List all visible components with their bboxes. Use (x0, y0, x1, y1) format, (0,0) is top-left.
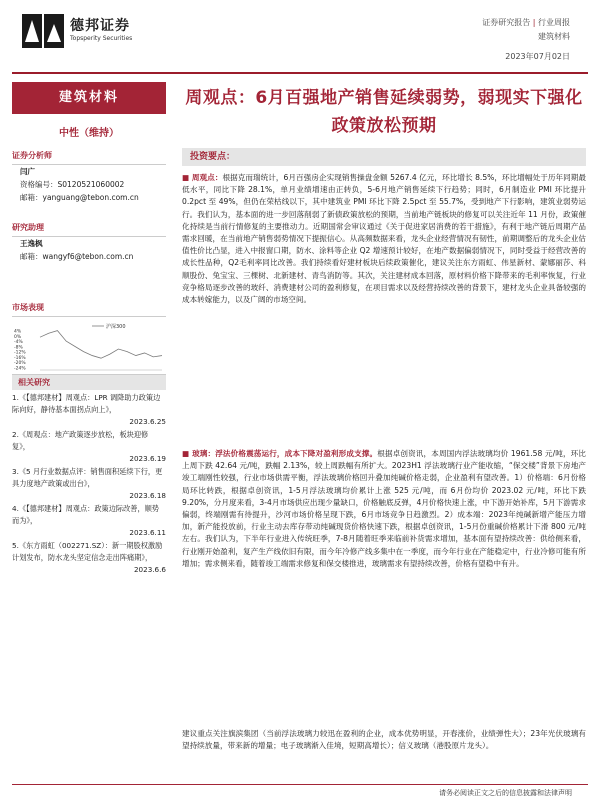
p2-tail: 建议重点关注旗滨集团（当前浮法玻璃力较迅在盈利的企业，成本优势明显，开春涨价，业绩弹性大）；23年光伏玻璃有望持续放量，带来新的增量；电子玻璃渐入佳境，短期高增长）；信义玻璃（港股原片龙头）。 (182, 729, 586, 751)
y-tick-label: -4% (14, 340, 23, 346)
related-item[interactable] (12, 466, 166, 502)
legend-label: 沪深300 (106, 324, 126, 330)
related-item-date: 2023.6.6 (133, 565, 166, 574)
footer-rule (12, 784, 588, 785)
paragraph-weekly-view (182, 172, 586, 306)
related-label: 相关研究 (12, 374, 166, 390)
series-line (40, 331, 162, 359)
page-title: 周观点：6月百强地产销售延续弱势，弱现实下强化政策放松预期 (185, 88, 583, 136)
y-tick-label: 4% (14, 329, 22, 335)
y-tick-label: -16% (14, 355, 26, 361)
brand-name: 德邦证券 (70, 18, 130, 34)
market-label: 市场表现 (12, 302, 166, 317)
assistant-name: 王逸枫 (20, 239, 43, 248)
y-tick-label: 0% (14, 334, 22, 340)
y-tick-label: -24% (14, 366, 26, 372)
report-type: 证券研究报告 (482, 18, 531, 27)
p1-heading: 周观点： (191, 173, 223, 182)
related-item-date: 2023.6.11 (129, 528, 166, 537)
analyst-name: 闫广 (20, 167, 35, 176)
invest-heading: 投资要点： (182, 148, 586, 166)
analyst-label: 证券分析师 (12, 150, 166, 165)
related-item[interactable] (12, 540, 166, 576)
bullet-icon: ■ (182, 173, 192, 182)
p1-body: 根据克而瑞统计，6月百强房企实现销售操盘金额 5267.4 亿元，环比增长 8.5%，环比增幅处于历年同期最低水平，同比下降 28.1%，单月业绩增速由正转负，5-6月地产销售延续下行趋势；同时，6月制造业 PMI 环比提升 0.2pct 至 49%，但仍在荣枯线以下，其中建筑业 PMI 环比下降 2.5pct 至 55.7%，受到地产下行影响，建筑业弱势运行。我们认为，基本面的进一步回落削弱了新债政策放松的预期，当前地产链板块的修复可以关注近年 11 月份，政策催化持续是当前行情修复的主要推动力。近期国常会审议通过《关于促进家居消费的若干措施》，有利于地产链后周期产品需求回暖，在当前地产销售弱势情况下提振信心。从高频数据来看，龙头企业经营情况有韧性，前期调整后的龙头企业估值性价比凸显，进入中报窗口期，防水、涂料等企业 Q2 增速预计较好，在地产数据偏弱情况下，同时受益于经营改善的成长性品种，Q2毛利率同比改善。我们持续看好建材板块后续政策催化，建议关注东方雨虹、伟星新材、蒙娜丽莎、科顺股份、兔宝宝、三棵树、北新建材、青鸟消防等。其次，关注建材成本回落，原材料价格下降带来的毛利率恢复，行业竞争格局逐步改善的玻纤、消费建材公司的盈利修复，在项目需求以及经营持续改善的背景下，建材龙头企业具备较强的成本转嫁能力，以及广阔的市场空间。 (182, 173, 586, 305)
p2-heading: 玻璃：浮法价格震荡运行，成本下降对盈利形成支撑。 (192, 449, 378, 458)
report-industry: 建筑材料 (538, 32, 570, 41)
rating: 中性（维持） (59, 128, 119, 139)
sector-banner: 建筑材料 (12, 82, 166, 114)
related-item-text: 4.《【德邦建材】周观点：政策边际改善，顺势而为》， (12, 504, 160, 525)
related-item-date: 2023.6.18 (129, 491, 166, 500)
related-item-text: 3.《5 月行业数据点评：销售面积延续下行，更具力度地产政策或出台》， (12, 467, 163, 488)
header-rule (12, 72, 588, 74)
company-logo (22, 14, 64, 48)
brand-name-en: Topsperity Securities (70, 35, 133, 42)
related-item-date: 2023.6.25 (129, 417, 166, 426)
report-date: 2023年07月02日 (505, 52, 570, 61)
report-meta: 证券研究报告 | 行业周报 建筑材料 2023年07月02日 (482, 16, 570, 64)
related-list (12, 392, 166, 577)
assistant-email[interactable]: 邮箱：wangyf6@tebon.com.cn (20, 252, 134, 261)
footer-disclaimer[interactable]: 请务必阅读正文之后的信息披露和法律声明 (439, 789, 572, 797)
report-sub: 行业周报 (538, 18, 570, 27)
related-item[interactable] (12, 392, 166, 428)
related-item-text: 5.《东方雨虹（002271.SZ）：新一期股权激励计划发布，防水龙头坚定信念走出阵痛期》， (12, 541, 163, 562)
p2-body: 根据卓创资讯，本周国内浮法玻璃均价 1961.58 元/吨，环比上周下跌 42.64 元/吨，跌幅 2.13%，较上周跌幅有所扩大。2023H1 浮法玻璃行业产能收缩，“保交楼”背景下房地产竣工端刚性较强，行业市场供需平衡，浮法玻璃价格回升叠加纯碱价格走弱，企业盈利有望改善。1）价格端：6月份格局环比转跌，根据卓创资讯，1-5月浮法玻璃均价累计上涨 525 元/吨，而 6月份均价 2023.02 元/吨，环比下跌 9.20%，分月度来看，3-4月市场供应出现少量缺口，价格触底反弹，4月价格快速上涨，中下游开始补库，5月下游需求偏弱，终端刚需有待提升，沙河市场价格呈现下跌，6月市场竞争日趋激烈。2）成本端：2023年纯碱新增产能压力增加，新产能投放前，行业主动去库存带动纯碱现货价格快速下跌，根据卓创资讯，1-5月份重碱价格累计下滑 800 元/吨左右。我们认为，下半年行业进入传统旺季，7-8月随着旺季来临前补货需求增加，基本面有望持续改善：供给侧来看，行业刚开始盈利，复产生产线依旧有限，而今年冷修产线多集中在一季度，而今年行业在产能稳定中，行业冷修可能有所增加；需求侧来看，随着竣工端需求修复和保交楼推进，玻璃需求有望持续改善，价格有望稳中有升。 (182, 449, 586, 568)
y-tick-label: -8% (14, 345, 23, 351)
related-item-date: 2023.6.19 (129, 454, 166, 463)
paragraph-glass (182, 448, 586, 570)
related-item-text: 1.《【德邦建材】周观点：LPR 调降助力政策边际向好，静待基本面拐点向上》， (12, 393, 161, 414)
related-item[interactable] (12, 429, 166, 465)
related-item-text: 2.《周观点：地产政策逐步放松，板块迎修复》， (12, 430, 149, 451)
paragraph-glass-recommend (182, 728, 586, 752)
assistant-label: 研究助理 (12, 222, 166, 237)
market-chart (12, 322, 166, 382)
bullet-icon: ■ (182, 449, 193, 458)
analyst-cert: 资格编号：S0120521060002 (20, 180, 125, 189)
y-tick-label: -20% (14, 361, 26, 367)
related-item[interactable] (12, 503, 166, 539)
y-tick-label: -12% (14, 350, 26, 356)
analyst-email[interactable]: 邮箱：yanguang@tebon.com.cn (20, 193, 139, 202)
